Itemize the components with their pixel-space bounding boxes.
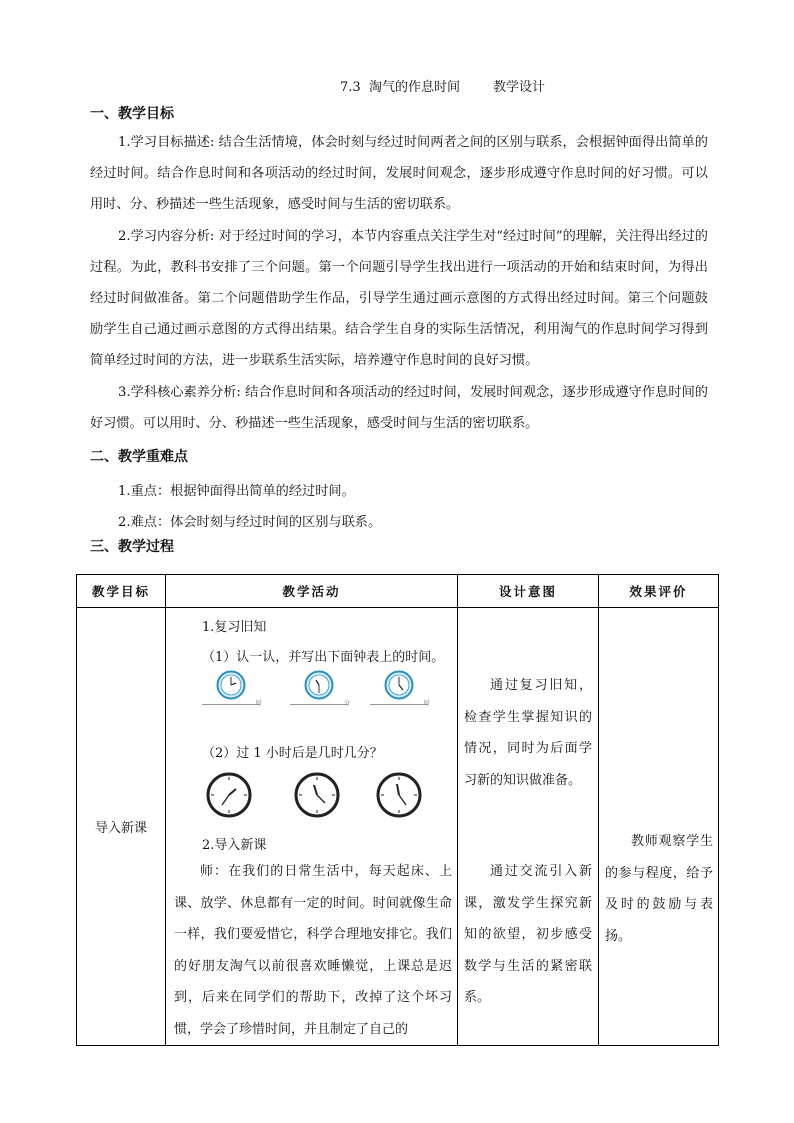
alarm-clock-icon <box>294 772 340 818</box>
intent-intro-text: 通过交流引入新课，激发学生探究新知的欲望，初步感受数学与生活的紧密联系。 <box>464 864 592 1005</box>
answer-blank: 分 <box>290 704 348 705</box>
activity-question-1: （1）认一认，并写出下面钟表上的时间。 <box>202 650 445 665</box>
header-intent: 设计意图 <box>458 575 599 608</box>
activity-intro-heading: 2.导入新课 <box>202 838 267 853</box>
activity-question-2: （2）过 1 小时后是几时几分？ <box>202 746 383 761</box>
intent-review-text: 通过复习旧知，检查学生掌握知识的情况，同时为后面学习新的知识做准备。 <box>464 678 592 788</box>
section-heading-process: 三、教学过程 <box>90 539 174 555</box>
activity-cell <box>166 608 458 1046</box>
section-heading-goals: 一、教学目标 <box>90 106 174 122</box>
teaching-process-table <box>76 574 719 1046</box>
paragraph-content-analysis: 2.学习内容分析: 对于经过时间的学习，本节内容重点关注学生对“经过时间”的理解，关注得出经过的过程。为此，教科书安排了三个问题。第一个问题引导学生找出进行一项活动的开始和结束时间，为得出经过时间做准备。第二个问题借助学生作品，引导学生通过画示意图的方式得出经过时间。第三个问题鼓励学生自己通过画示意图的方式得出结果。结合学生自身的实际生活情况，利用淘气的作息时间学习得到简单经过时间的方法，进一步联系生活实际，培养遵守作息时间的良好习惯。 <box>90 229 708 368</box>
row-label: 导入新课 <box>77 608 166 1046</box>
alarm-clock-icon <box>376 772 422 818</box>
table-header-row <box>77 575 719 608</box>
section-heading-key-points: 二、教学重难点 <box>90 449 188 465</box>
header-activity: 教学活动 <box>166 575 458 608</box>
wall-clock-icon <box>384 670 414 700</box>
activity-review-heading: 1.复习旧知 <box>202 620 267 635</box>
wall-clock-icon <box>216 670 246 700</box>
wall-clock-icon <box>304 670 334 700</box>
evaluation-cell <box>599 608 719 1046</box>
document-title: 7.3 淘气的作息时间 教学设计 <box>340 80 545 95</box>
table-row <box>77 608 719 1046</box>
paragraph-goal-description: 1.学习目标描述: 结合生活情境，体会时刻与经过时间两者之间的区别与联系，会根据钟面得出简单的经过时间。结合作息时间和各项活动的经过时间，发展时间观念，逐步形成遵守作息时间的好习惯。可以用时、分、秒描述一些生活现象，感受时间与生活的密切联系。 <box>90 135 708 212</box>
intent-cell <box>458 608 599 1046</box>
header-goal: 教学目标 <box>77 575 166 608</box>
answer-blank: 时 <box>370 704 428 705</box>
activity-intro-paragraph: 师：在我们的日常生活中，每天起床、上课、放学、休息都有一定的时间。时间就像生命一样，我们要爱惜它，科学合理地安排它。我们的好朋友淘气以前很喜欢睡懒觉，上课总是迟到，后来在同学们的帮助下，改掉了这个坏习惯，学会了珍惜时间，并且制定了自己的 <box>174 864 452 1037</box>
answer-blank: 时 <box>202 704 260 705</box>
evaluation-text: 教师观察学生的参与程度，给予及时的鼓励与表扬。 <box>605 834 713 944</box>
header-evaluation: 效果评价 <box>599 575 719 608</box>
alarm-clock-icon <box>206 772 252 818</box>
paragraph-core-literacy: 3.学科核心素养分析: 结合作息时间和各项活动的经过时间，发展时间观念，逐步形成遵守作息时间的好习惯。可以用时、分、秒描述一些生活现象，感受时间与生活的密切联系。 <box>90 385 708 431</box>
difficult-point-item: 2.难点：体会时刻与经过时间的区别与联系。 <box>118 515 382 530</box>
key-point-item: 1.重点：根据钟面得出简单的经过时间。 <box>118 484 355 499</box>
